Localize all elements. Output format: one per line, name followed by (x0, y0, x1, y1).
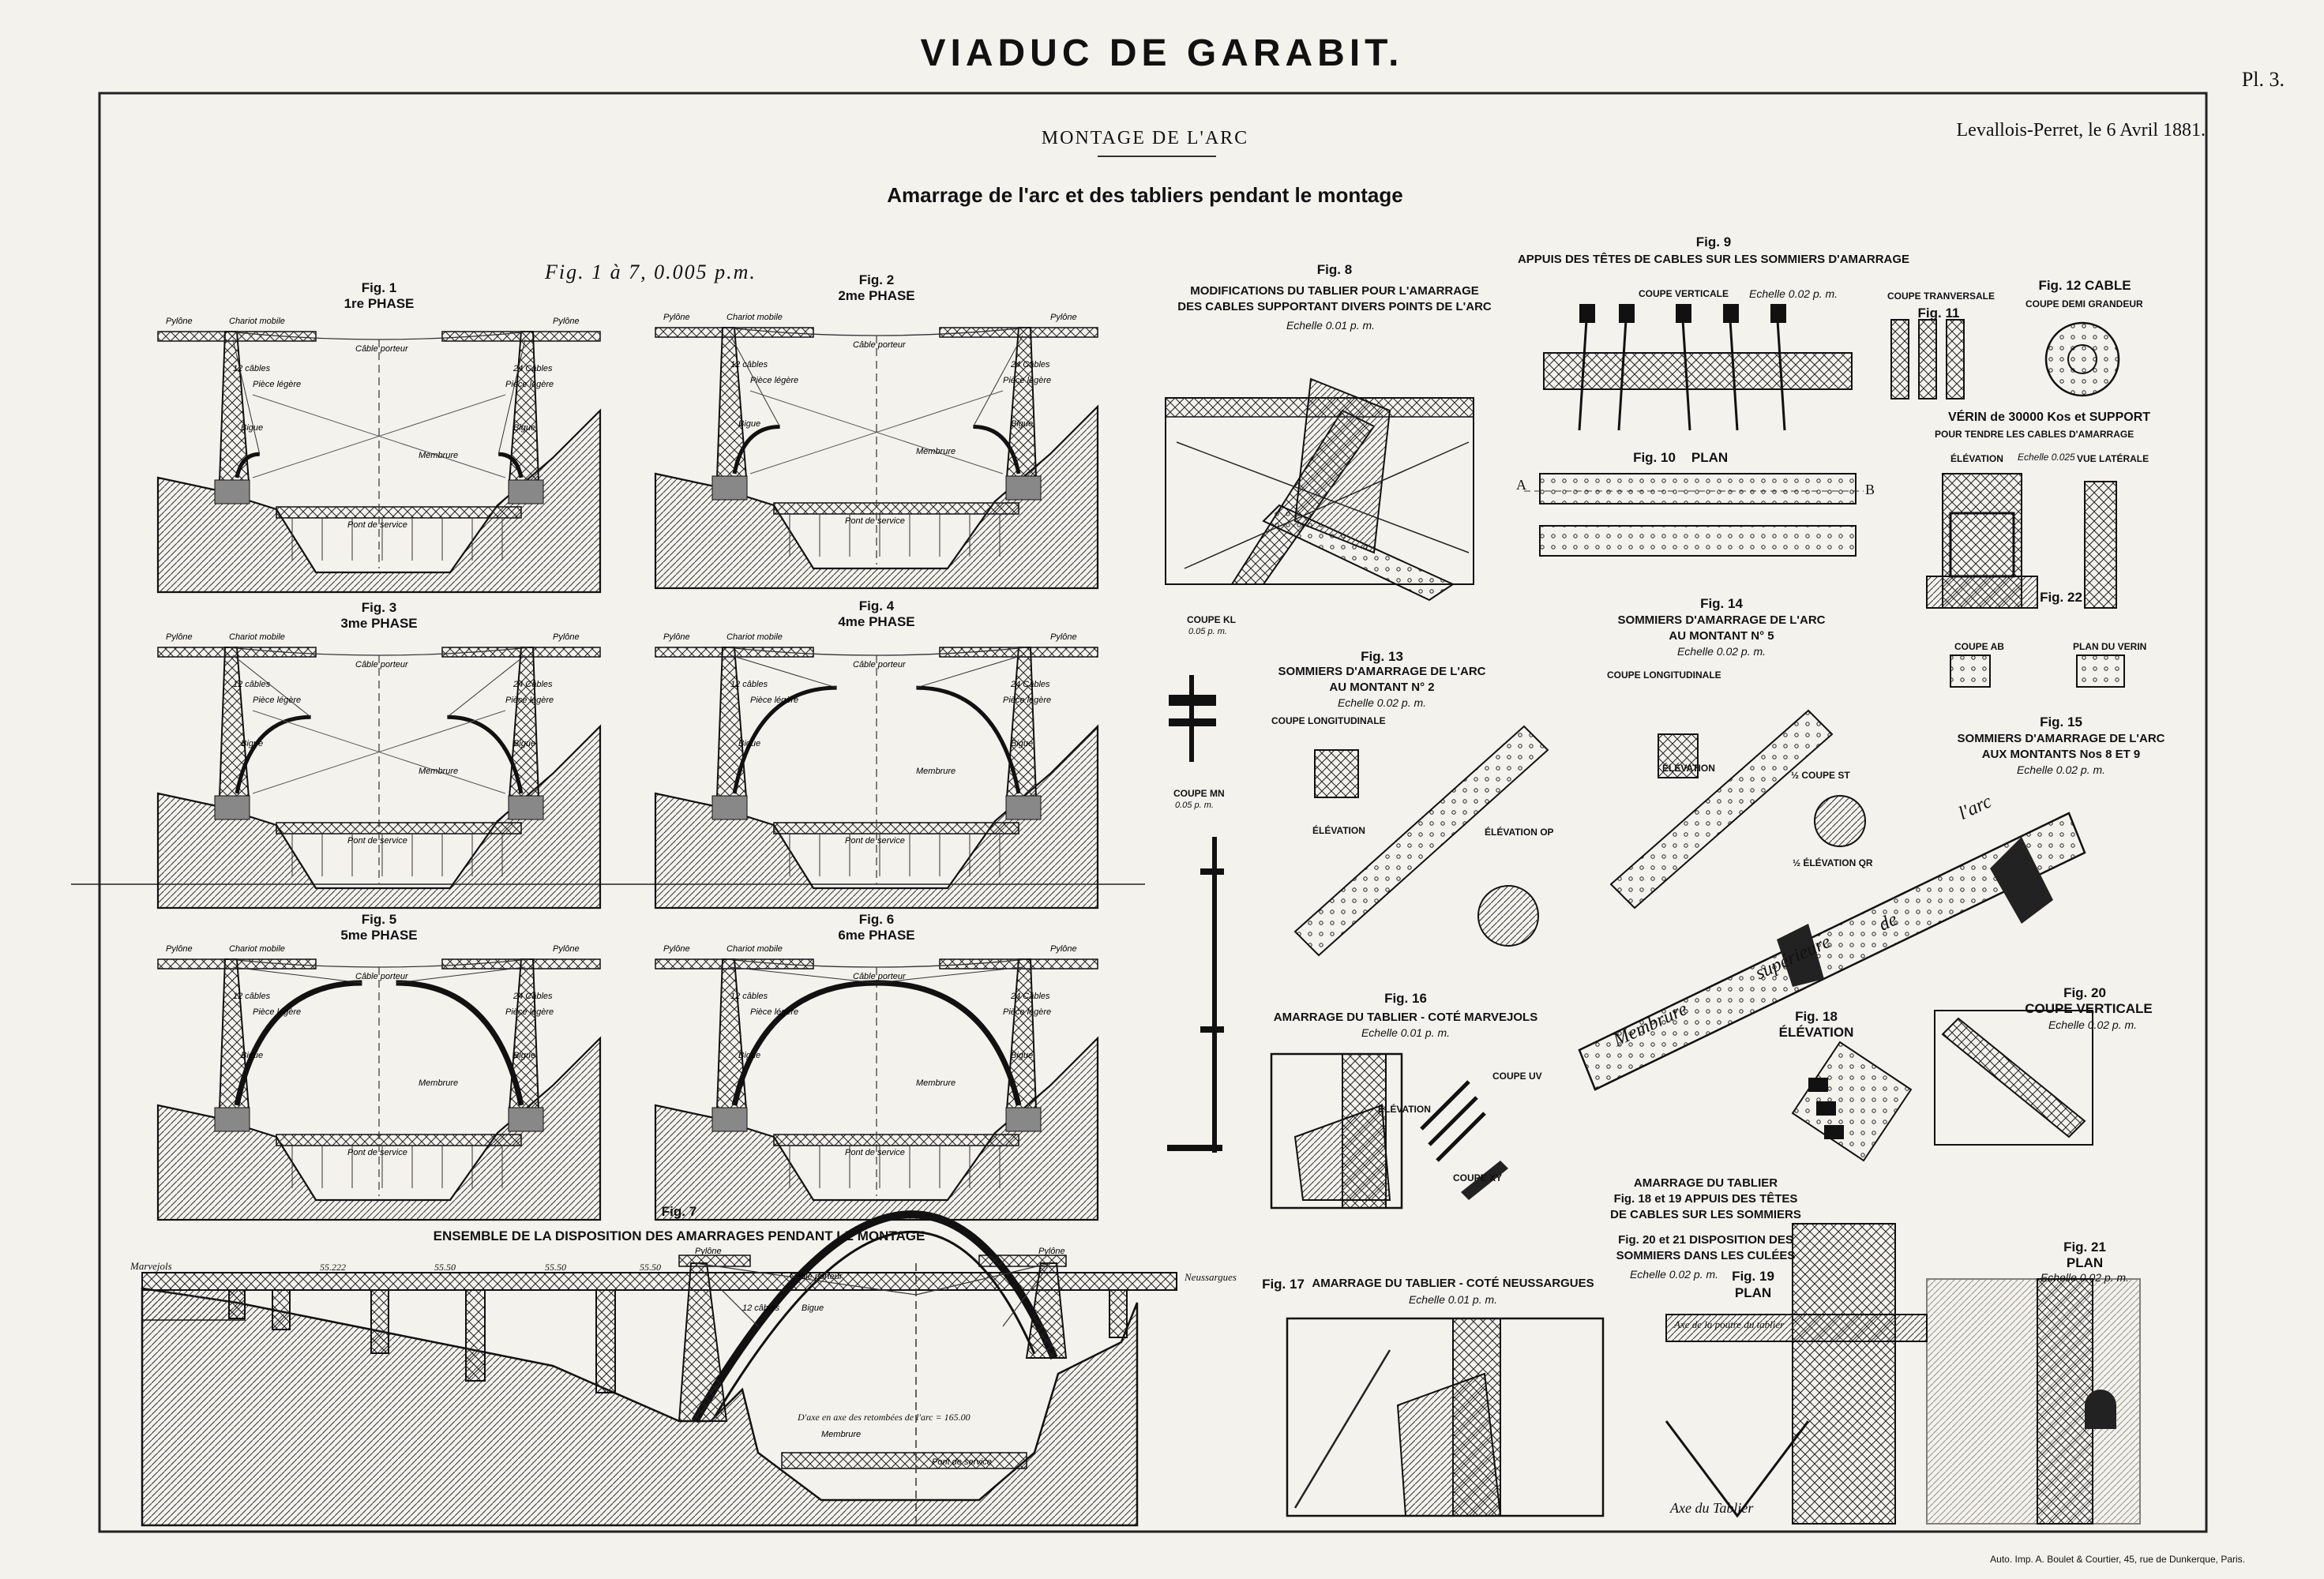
phase-4-name: 4me PHASE (838, 614, 915, 629)
fig10-drawing (1524, 474, 1864, 556)
label-bigue: Bigue (738, 1051, 761, 1060)
fig7-label-cables: 12 câbles (742, 1303, 780, 1313)
label-cable-porteur: Câble porteur (355, 660, 408, 669)
label-membrure: Membrure (916, 767, 956, 776)
date-line: Levallois-Perret, le 6 Avril 1881. (1956, 120, 2206, 141)
fig9-scale: Echelle 0.02 p. m. (1749, 287, 1838, 300)
fig12-sub: COUPE DEMI GRANDEUR (2026, 298, 2143, 309)
fig20-label: Fig. 20 (2063, 985, 2106, 1000)
verin-drawing (1927, 474, 2124, 687)
label-membrure: Membrure (419, 767, 459, 776)
label-bigue: Bigue (738, 419, 761, 429)
label-cables-24: 24 Câbles (513, 364, 553, 373)
fig7-span-1: 55.222 (320, 1262, 346, 1273)
phase-panel-6 (655, 944, 1098, 1220)
printer-credit: Auto. Imp. A. Boulet & Courtier, 45, rue de Dunkerque, Paris. (1990, 1554, 2245, 1565)
fig16-title: AMARRAGE DU TABLIER - COTÉ MARVEJOLS (1273, 1011, 1538, 1024)
fig18-label: Fig. 18 (1795, 1009, 1838, 1024)
fig8-label: Fig. 8 (1316, 262, 1353, 277)
label-pylone: Pylône (166, 632, 193, 642)
fig14-label: Fig. 14 (1700, 596, 1743, 611)
label-bigue-right: Bigue (1011, 739, 1034, 748)
fig14-line-1: SOMMIERS D'AMARRAGE DE L'ARC (1617, 613, 1826, 627)
fig14-scale: Echelle 0.02 p. m. (1676, 645, 1766, 658)
label-pylone-right: Pylône (1050, 313, 1077, 322)
fig20-title: COUPE VERTICALE (2025, 1001, 2153, 1016)
fig13-elev-op: ÉLÉVATION OP (1485, 827, 1554, 838)
label-pont-service: Pont de service (347, 1148, 407, 1157)
verin-vue: VUE LATÉRALE (2077, 453, 2149, 464)
phase-2-name: 2me PHASE (838, 288, 915, 303)
fig10-a: A (1516, 477, 1526, 493)
label-piece-legere: Pièce légère (253, 696, 302, 705)
fig12-label: Fig. 12 CABLE (2038, 278, 2131, 293)
fig13-line-1: SOMMIERS D'AMARRAGE DE L'ARC (1278, 665, 1486, 678)
fig8-drawing (1166, 379, 1474, 600)
label-pylone: Pylône (663, 944, 690, 954)
amarrage-line-2: DE CABLES SUR LES SOMMIERS (1610, 1208, 1801, 1221)
label-pylone-right: Pylône (1050, 632, 1077, 642)
fig7-label-pylone-right: Pylône (1038, 1247, 1065, 1256)
page-title: VIADUC DE GARABIT. (920, 32, 1404, 74)
coupe-mn-title: COUPE MN (1173, 788, 1225, 799)
phase-6-name: 6me PHASE (838, 928, 915, 943)
fig17-scale: Echelle 0.01 p. m. (1408, 1293, 1498, 1306)
fig9-coupe-t: COUPE TRANVERSALE (1887, 291, 1995, 302)
fig7-label-pont: Pont de service (932, 1457, 992, 1467)
label-piece-legere: Pièce légère (750, 376, 799, 385)
fig7-left-end: Marvejols (130, 1260, 172, 1272)
phase-3-fig: Fig. 3 (361, 600, 397, 615)
fig7-span-2: 55.50 (434, 1262, 456, 1273)
fig15-scale: Echelle 0.02 p. m. (2016, 763, 2106, 776)
fig7-span-3: 55.50 (545, 1262, 566, 1273)
label-cables-12: 12 câbles (233, 992, 271, 1001)
arc-word-3: supérieure (1752, 931, 1834, 985)
label-pylone-right: Pylône (553, 944, 580, 954)
arc-word-1: l'arc (1955, 791, 1995, 824)
label-bigue-right: Bigue (1011, 419, 1034, 429)
label-piece-legere-right: Pièce légère (1003, 1007, 1052, 1017)
fig9-label: Fig. 9 (1695, 234, 1732, 249)
fig14-line-2: AU MONTANT N° 5 (1669, 629, 1774, 643)
label-cables-12: 12 câbles (233, 364, 271, 373)
label-cables-24: 24 Câbles (1011, 680, 1050, 689)
label-chariot: Chariot mobile (229, 632, 285, 642)
fig11-label: Fig. 11 (1917, 306, 1960, 321)
phase-4-fig: Fig. 4 (858, 598, 895, 613)
fig15-line-2: AUX MONTANTS Nos 8 ET 9 (1981, 748, 2141, 761)
section-title: MONTAGE DE L'ARC (1041, 128, 1249, 148)
amarrage-line-4: SOMMIERS DANS LES CULÉES (1616, 1249, 1796, 1262)
label-pylone-right: Pylône (553, 632, 580, 642)
verin-sub: POUR TENDRE LES CABLES D'AMARRAGE (1935, 429, 2134, 440)
phase-5-fig: Fig. 5 (361, 912, 397, 927)
label-cables-12: 12 câbles (730, 680, 768, 689)
label-pylone: Pylône (663, 632, 690, 642)
fig19-label: Fig. 19 (1732, 1269, 1774, 1284)
phase-1-fig: Fig. 1 (361, 280, 397, 295)
fig7-label: Fig. 7 (661, 1204, 697, 1219)
label-piece-legere-right: Pièce légère (1003, 696, 1052, 705)
label-pont-service: Pont de service (845, 516, 905, 526)
phase-1-name: 1re PHASE (344, 296, 415, 311)
fig13-scale: Echelle 0.02 p. m. (1337, 696, 1427, 709)
label-bigue: Bigue (241, 1051, 264, 1060)
amarrage-scale: Echelle 0.02 p. m. (1629, 1268, 1719, 1281)
phase-5-name: 5me PHASE (340, 928, 418, 943)
label-membrure: Membrure (916, 447, 956, 456)
fig13-line-2: AU MONTANT N° 2 (1329, 681, 1435, 694)
fig7-label-membrure: Membrure (821, 1430, 862, 1439)
label-piece-legere-right: Pièce légère (1003, 376, 1052, 385)
arc-word-4: Membrure (1609, 999, 1691, 1052)
label-cable-porteur: Câble porteur (853, 972, 906, 981)
label-bigue-right: Bigue (513, 739, 536, 748)
label-membrure: Membrure (419, 451, 459, 460)
fig13-label: Fig. 13 (1361, 649, 1403, 664)
label-pylone: Pylône (663, 313, 690, 322)
fig22-coupe-ab: COUPE AB (1954, 641, 2004, 652)
label-cables-12: 12 câbles (233, 680, 271, 689)
phase-3-name: 3me PHASE (340, 616, 418, 631)
label-bigue-right: Bigue (1011, 1051, 1034, 1060)
fig22-label: Fig. 22 (2040, 590, 2082, 605)
label-cable-porteur: Câble porteur (853, 340, 906, 350)
label-pylone: Pylône (166, 944, 193, 954)
label-bigue: Bigue (241, 739, 264, 748)
phase-6-fig: Fig. 6 (858, 912, 895, 927)
label-bigue-right: Bigue (513, 1051, 536, 1060)
fig9-drawing (1544, 304, 1852, 430)
fig22-plan: PLAN DU VERIN (2073, 641, 2147, 652)
fig16-coupe-xy: COUPE XY (1453, 1172, 1503, 1183)
fig16-elev: ÉLÉVATION (1378, 1104, 1431, 1115)
fig10-b: B (1865, 482, 1875, 497)
fig10-title: PLAN (1691, 450, 1729, 465)
phase-panel-5 (158, 944, 600, 1220)
label-cable-porteur: Câble porteur (355, 344, 408, 354)
fig21-title: PLAN (2066, 1255, 2104, 1270)
amarrage-title: AMARRAGE DU TABLIER (1633, 1176, 1778, 1190)
phase-panel-2 (655, 313, 1098, 588)
label-membrure: Membrure (916, 1078, 956, 1088)
fig21-label: Fig. 21 (2063, 1240, 2106, 1255)
amarrage-line-1: Fig. 18 et 19 APPUIS DES TÊTES (1613, 1192, 1798, 1206)
fig19-axe2: Axe du Tablier (1670, 1500, 1754, 1516)
fig10-label: Fig. 10 (1633, 450, 1676, 465)
verin-elev: ÉLÉVATION (1950, 453, 2003, 464)
fig13-elev: ÉLÉVATION (1312, 825, 1365, 836)
label-pylone: Pylône (166, 317, 193, 326)
coupe-kl-scale: 0.05 p. m. (1188, 627, 1227, 636)
fig8-line-1: MODIFICATIONS DU TABLIER POUR L'AMARRAGE (1190, 284, 1479, 298)
coupe-kl-title: COUPE KL (1187, 614, 1237, 625)
subtitle: Amarrage de l'arc et des tabliers pendant le montage (887, 183, 1403, 207)
label-bigue: Bigue (738, 739, 761, 748)
label-piece-legere-right: Pièce légère (505, 696, 554, 705)
label-membrure: Membrure (419, 1078, 459, 1088)
fig20-scale: Echelle 0.02 p. m. (2048, 1018, 2138, 1031)
phase-panel-3 (158, 632, 600, 908)
arc-word-2: de (1875, 909, 1901, 936)
label-piece-legere-right: Pièce légère (505, 1007, 554, 1017)
fig15-label: Fig. 15 (2040, 714, 2082, 729)
label-piece-legere-right: Pièce légère (505, 380, 554, 389)
verin-scale: Echelle 0.025 (2018, 452, 2075, 463)
label-cable-porteur: Câble porteur (853, 660, 906, 669)
amarrage-line-3: Fig. 20 et 21 DISPOSITION DES (1618, 1233, 1793, 1247)
fig19-axe: Axe de la poutre du tablier (1674, 1318, 1785, 1330)
label-cables-12: 12 câbles (730, 992, 768, 1001)
label-pont-service: Pont de service (845, 836, 905, 846)
label-piece-legere: Pièce légère (253, 380, 302, 389)
fig16-scale: Echelle 0.01 p. m. (1361, 1026, 1451, 1039)
label-pylone-right: Pylône (553, 317, 580, 326)
label-bigue: Bigue (241, 423, 264, 433)
label-piece-legere: Pièce légère (750, 696, 799, 705)
fig17-label: Fig. 17 (1262, 1277, 1305, 1292)
fig14-coupe: COUPE LONGITUDINALE (1607, 669, 1721, 681)
fig7-label-pylone: Pylône (695, 1247, 722, 1256)
fig7-span-4: 55.50 (640, 1262, 661, 1273)
phase-panel-1 (158, 317, 600, 592)
fig9-title: APPUIS DES TÊTES DE CABLES SUR LES SOMMIERS D'AMARRAGE (1517, 253, 1910, 266)
label-pont-service: Pont de service (347, 520, 407, 530)
label-cables-24: 24 Câbles (1011, 992, 1050, 1001)
fig14-coupe-st: ½ COUPE ST (1791, 770, 1850, 781)
label-bigue-right: Bigue (513, 423, 536, 433)
fig9-coupe-v: COUPE VERTICALE (1639, 288, 1729, 299)
fig14-elev-qr: ½ ÉLÉVATION QR (1793, 857, 1873, 868)
scale-note: Fig. 1 à 7, 0.005 p.m. (545, 261, 757, 283)
phase-panel-4 (655, 632, 1098, 908)
label-piece-legere: Pièce légère (750, 1007, 799, 1017)
fig7-label-bigue: Bigue (802, 1303, 824, 1313)
fig15-line-1: SOMMIERS D'AMARRAGE DE L'ARC (1957, 732, 2165, 745)
fig17-drawing (1287, 1318, 1603, 1516)
fig21-scale: Echelle 0.02 p. m. (2040, 1271, 2130, 1284)
label-cables-24: 24 Câbles (513, 680, 553, 689)
label-chariot: Chariot mobile (229, 944, 285, 954)
fig7-title: ENSEMBLE DE LA DISPOSITION DES AMARRAGES PENDANT LE MONTAGE (433, 1228, 925, 1243)
verin-title: VÉRIN de 30000 Kos et SUPPORT (1947, 411, 2151, 424)
fig19-title: PLAN (1734, 1285, 1772, 1300)
coupe-kl-mn-drawing (1167, 675, 1224, 1153)
fig7-label-cable: Câble porteur (790, 1272, 843, 1281)
label-cables-24: 24 Câbles (1011, 360, 1050, 369)
fig16-label: Fig. 16 (1384, 991, 1427, 1006)
label-pont-service: Pont de service (347, 836, 407, 846)
label-cables-24: 24 Câbles (513, 992, 553, 1001)
fig8-scale: Echelle 0.01 p. m. (1286, 319, 1376, 332)
label-piece-legere: Pièce légère (253, 1007, 302, 1017)
fig14-elev: ÉLÉVATION (1662, 763, 1715, 774)
coupe-mn-scale: 0.05 p. m. (1175, 801, 1214, 810)
fig11-12-drawing (1891, 320, 2119, 399)
label-chariot: Chariot mobile (726, 313, 783, 322)
label-pylone-right: Pylône (1050, 944, 1077, 954)
fig7-arc-note: D'axe en axe des retombées de l'arc = 165.00 (798, 1412, 971, 1423)
label-cable-porteur: Câble porteur (355, 972, 408, 981)
phase-2-fig: Fig. 2 (858, 272, 895, 287)
label-cables-12: 12 câbles (730, 360, 768, 369)
label-chariot: Chariot mobile (726, 944, 783, 954)
phase-diagrams (158, 313, 1098, 1220)
fig13-coupe: COUPE LONGITUDINALE (1271, 715, 1386, 726)
fig8-line-2: DES CABLES SUPPORTANT DIVERS POINTS DE L'ARC (1177, 300, 1492, 313)
fig17-title: AMARRAGE DU TABLIER - COTÉ NEUSSARGUES (1312, 1277, 1594, 1290)
label-chariot: Chariot mobile (229, 317, 285, 326)
fig7-right-end: Neussargues (1185, 1271, 1237, 1283)
fig16-drawing (1271, 1054, 1508, 1208)
label-chariot: Chariot mobile (726, 632, 783, 642)
label-pont-service: Pont de service (845, 1148, 905, 1157)
fig18-title: ÉLÉVATION (1778, 1025, 1854, 1040)
plate-number: Pl. 3. (2241, 68, 2285, 91)
fig16-coupe-uv: COUPE UV (1492, 1071, 1542, 1082)
